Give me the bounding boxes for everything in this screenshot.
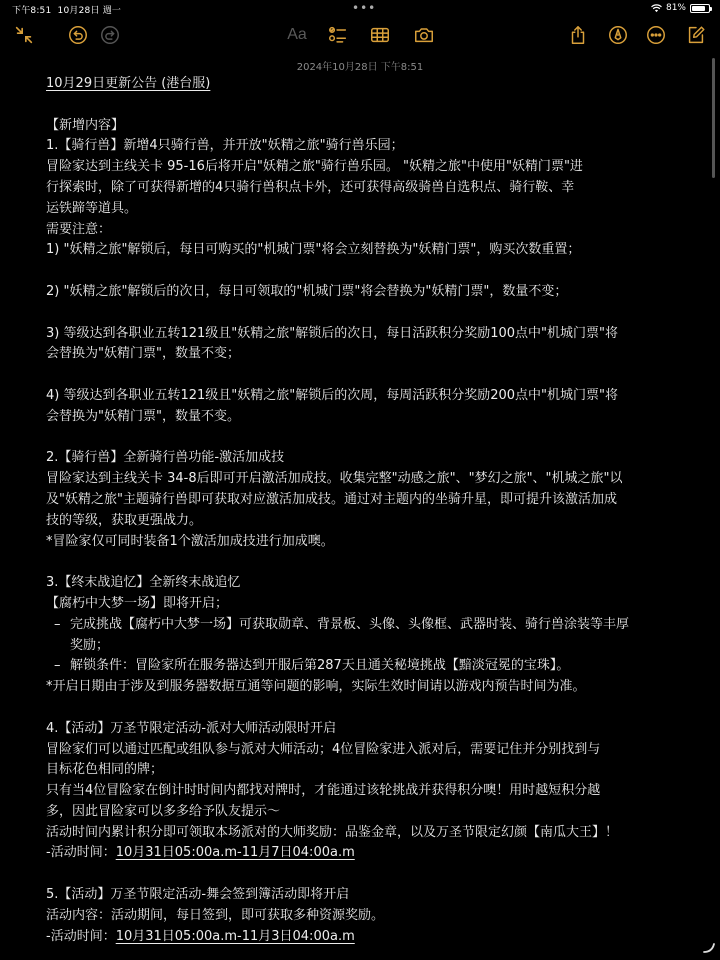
note-section-c (46, 864, 676, 926)
note-line (46, 261, 676, 282)
status-date: 10月28日 週一 (57, 6, 122, 16)
note-line (46, 552, 676, 573)
bullet-item (46, 615, 676, 636)
note-line: 1) "妖精之旅"解锁后，每日可购买的"机城门票"将会立刻替换为"妖精门票"，购买次数重置； (46, 242, 581, 258)
event-time-prefix: -活动时间： (46, 845, 116, 861)
multitask-dots-icon[interactable]: ••• (352, 1, 377, 15)
note-line: 2.【骑行兽】全新骑行兽功能-激活加成技 (46, 450, 285, 466)
camera-icon[interactable] (412, 23, 436, 47)
note-line: 活动内容：活动期间，每日签到，即可获取多种资源奖励。 (46, 907, 385, 923)
note-line: 目标花色相同的牌； (46, 762, 164, 778)
resize-corner-icon[interactable] (702, 940, 716, 954)
markup-pen-icon[interactable] (606, 23, 630, 47)
bullet-dash: – (54, 616, 61, 632)
note-line: 会替换为"妖精门票"，数量不变。 (46, 408, 240, 424)
checklist-icon[interactable] (326, 23, 350, 47)
note-line: 冒险家们可以通过匹配或组队参与派对大师活动；4位冒险家进入派对后，需要记住并分别找到与 (46, 741, 601, 757)
note-line: 冒险家达到主线关卡 95-16后将开启"妖精之旅"骑行兽乐园。 "妖精之旅"中使用"妖精门票"进 (46, 159, 583, 175)
note-line: *冒险家仅可同时装备1个激活加成技进行加成噢。 (46, 533, 334, 549)
undo-icon[interactable] (66, 23, 90, 47)
note-line: 技的等级，获取更强战力。 (46, 512, 203, 528)
note-body[interactable] (46, 74, 676, 947)
note-line: 冒险家达到主线关卡 34-8后即可开启激活加成技。收集完整"动感之旅"、"梦幻之旅"、"机城之旅"以 (46, 471, 623, 487)
note-line: 3) 等级达到各职业五转121级且"妖精之旅"解锁后的次日，每日活跃积分奖励100点中"机城门票"将 (46, 325, 619, 341)
compose-icon[interactable] (684, 23, 708, 47)
note-line (46, 365, 676, 386)
note-line: 运铁蹄等道具。 (46, 200, 138, 216)
note-line: 只有当4位冒险家在倒计时时间内都找对牌时，才能通过该轮挑战并获得积分噢！用时越短积分越 (46, 783, 601, 799)
status-clock: 下午8:51 (12, 6, 52, 16)
note-line: 多，因此冒险家可以多多给予队友提示～ (46, 803, 281, 819)
battery-percent: 81% (665, 3, 686, 13)
note-line: 【腐朽中大梦一场】即将开启； (46, 595, 229, 611)
note-line: 4) 等级达到各职业五转121级且"妖精之旅"解锁后的次周，每周活跃积分奖励200点中"机城门票"将 (46, 387, 619, 403)
note-line: 1.【骑行兽】新增4只骑行兽，并开放"妖精之旅"骑行兽乐园； (46, 138, 404, 154)
event-time-prefix: -活动时间： (46, 928, 116, 944)
more-icon[interactable] (644, 23, 668, 47)
scrollbar[interactable] (712, 58, 715, 178)
note-bullets (46, 615, 676, 677)
event5-time-link[interactable]: 10月31日05:00a.m-11月3日04:00a.m (115, 928, 355, 944)
bullet-text: 完成挑战【腐朽中大梦一场】可获取勋章、背景板、头像、头像框、武器时装、骑行兽涂装等丰厚 (70, 616, 630, 632)
note-line: 2) "妖精之旅"解锁后的次日，每日可领取的"机城门票"将会替换为"妖精门票"，数量不变； (46, 283, 568, 299)
note-line (46, 95, 676, 116)
bullet-text: 解锁条件：冒险家所在服务器达到开服后第287天且通关秘境挑战【黯淡冠冕的宝珠】。 (70, 658, 570, 674)
bullet-continuation: 奖励； (70, 637, 110, 653)
wifi-icon (651, 4, 662, 13)
note-line: 及"妖精之旅"主题骑行兽即可获取对应激活加成技。通过对主题内的坐骑升星，即可提升该激活加成 (46, 491, 617, 507)
note-line: 会替换为"妖精门票"，数量不变； (46, 346, 240, 362)
redo-icon[interactable] (98, 23, 122, 47)
notes-toolbar (0, 20, 720, 50)
event4-time-link[interactable]: 10月31日05:00a.m-11月7日04:00a.m (115, 845, 355, 861)
note-line: 行探索时，除了可获得新增的4只骑行兽积点卡外，还可获得高级骑兽自选积点、骑行鞍、幸 (46, 179, 575, 195)
bullet-dash: – (54, 658, 61, 674)
format-label: Aa (287, 26, 307, 43)
collapse-arrows-icon[interactable] (12, 23, 36, 47)
note-line (46, 303, 676, 324)
note-line: 需要注意： (46, 221, 112, 237)
bullet-item (46, 656, 676, 677)
event5-time-line (46, 927, 676, 948)
note-line: 5.【活动】万圣节限定活动-舞会签到簿活动即将开启 (46, 887, 350, 903)
note-line (46, 428, 676, 449)
note-line: *开启日期由于涉及到服务器数据互通等问题的影响，实际生效时间请以游戏内预告时间为准。 (46, 679, 586, 695)
status-right (651, 3, 710, 13)
note-timestamp: 2024年10月28日 下午8:51 (296, 62, 424, 73)
note-section-b (46, 677, 676, 843)
note-line: 活动时间内累计积分即可领取本场派对的大师奖励：品鉴金章，以及万圣节限定幻颜【南瓜大王】！ (46, 824, 619, 840)
note-line (46, 698, 676, 719)
share-icon[interactable] (566, 23, 590, 47)
note-line: 4.【活动】万圣节限定活动-派对大师活动限时开启 (46, 720, 337, 736)
format-text-button[interactable] (284, 23, 310, 47)
status-time (12, 3, 121, 16)
battery-icon (690, 4, 710, 13)
note-line: 3.【终末战追忆】全新终末战追忆 (46, 575, 241, 591)
status-bar (0, 0, 720, 18)
note-line: 【新增内容】 (46, 117, 125, 133)
note-section-a (46, 95, 676, 615)
note-title: 10月29日更新公告 (港台服) (46, 76, 211, 91)
event4-time-line (46, 843, 676, 864)
table-icon[interactable] (368, 23, 392, 47)
note-line (46, 864, 676, 885)
